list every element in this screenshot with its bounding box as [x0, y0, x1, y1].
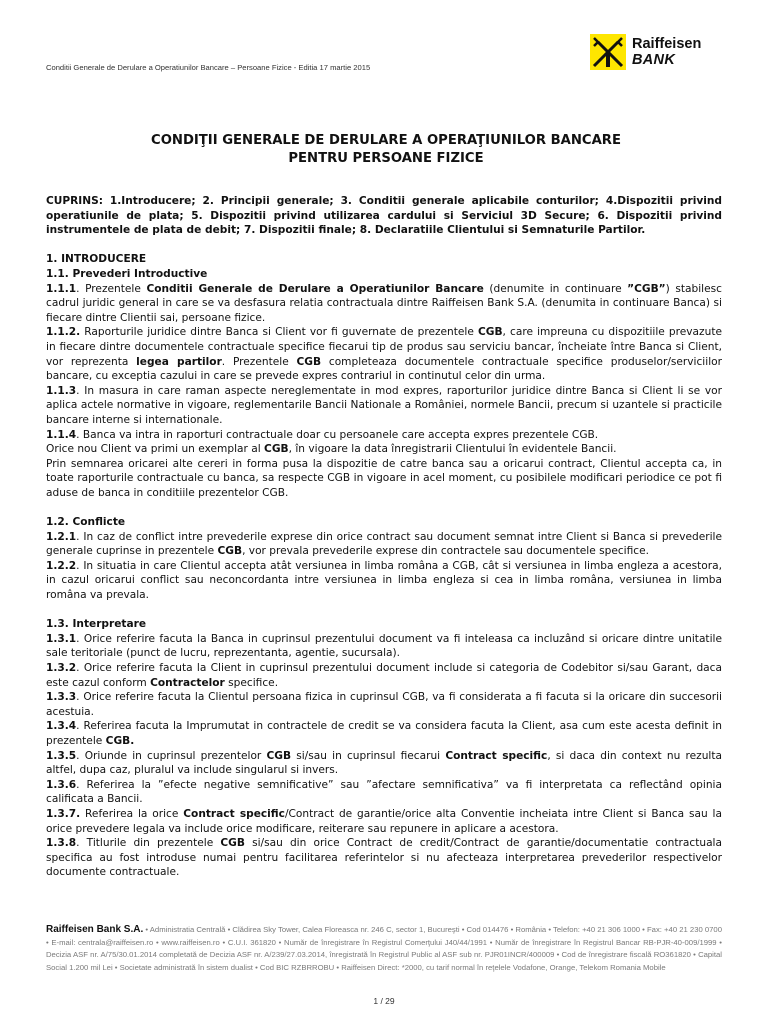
logo-text-raiffeisen: Raiffeisen	[632, 36, 702, 52]
section-1-2-heading: 1.2. Conflicte	[46, 516, 126, 529]
footer-company-details: • Administratia Centrală • Clădirea Sky Tower, Calea Floreasca nr. 246 C, sector 1, Bucureşti • Cod 014476 • România • Telefon: +40 21 306 1000 • Fax: +40 21 230 0700 • E-mail: centrala@raiffeisen.ro • www.raiffeisen.ro • C.U.I. 361820 • Număr de înregistrare în Registrul Comerţului J40/44/1991 • Număr de înregistrare în Registrul Bancar RB-PJR-40-009/1999 • Decizia ASF nr. A/75/30.01.2014 completată de Decizia ASF nr. A/239/27.03.2014, înregistrată în Registrul Public al ASF sub nr. PJR01INCR/400009 • Cod de înregistrare fiscală RO361820 • Capital Social 1.200 mil Lei • Societate administrată în sistem dualist • Cod BIC RZBRROBU • Raiffeisen Direct: *2000, cu tarif normal în reţelele Vodafone, Orange, Telekom Romania Mobile	[46, 925, 722, 972]
document-title	[46, 132, 726, 168]
title-line-1: CONDIŢII GENERALE DE DERULARE A OPERAŢIUNILOR BANCARE	[151, 133, 621, 148]
clause-1-2-1: 1.2.1. In caz de conflict intre prevederile exprese din orice contract sau document semnat intre Client si Banca si prevederile generale cuprinse in prezentele CGB, vor prevala prevederile exprese din contractele sau documentele specifice.	[46, 530, 722, 558]
clause-1-2-2: 1.2.2. In situatia in care Clientul accepta atât versiunea in limba româna a CGB, cât si versiunea in limba engleza a acestora, in cazul oricarui conflict sau neconcordanta intre versiunea in limba engleza si cea in limba româna, versiunea in limba româna va prevala.	[46, 559, 722, 602]
section-1-heading: 1. INTRODUCERE	[46, 253, 147, 266]
clause-1-1-1: 1.1.1. Prezentele Conditii Generale de Derulare a Operatiunilor Bancare (denumite in continuare ”CGB”) stabilesc cadrul juridic general in care se va desfasura relatia contractuala dintre Raiffeisen Bank S.A. (denumita in continuare Banca) si fiecare dintre Clientii sai, persoane fizice.	[46, 282, 722, 324]
section-1-1-heading: 1.1. Prevederi Introductive	[46, 267, 208, 280]
footer-company-name: Raiffeisen Bank S.A.	[46, 924, 144, 935]
page-number: 1 / 29	[373, 996, 395, 1006]
clause-1-1-4: 1.1.4. Banca va intra in raporturi contractuale doar cu persoanele care accepta expres prezentele CGB.	[46, 428, 599, 441]
document-body	[46, 194, 722, 880]
page-footer	[46, 924, 722, 974]
clause-1-3-7: 1.3.7. Referirea la orice Contract specific/Contract de garantie/orice alta Conventie incheiata intre Client si Banca sau la orice prevedere legala va include orice modificare, reiterare sau repunere in aplicare a acestora.	[46, 807, 722, 835]
raiffeisen-logo-icon	[590, 34, 626, 70]
clause-1-3-3: 1.3.3. Orice referire facuta la Clientul persoana fizica in cuprinsul CGB, va fi considerata a fi facuta si la oricare din succesorii acestuia.	[46, 691, 722, 718]
title-line-2: PENTRU PERSOANE FIZICE	[288, 151, 484, 166]
section-1-3-heading: 1.3. Interpretare	[46, 618, 147, 631]
logo-text-bank: BANK	[632, 52, 676, 68]
running-title: Conditii Generale de Derulare a Operatiunilor Bancare – Persoane Fizice - Editia 17 martie 2015	[46, 63, 371, 72]
clause-1-1-3: 1.1.3. In masura in care raman aspecte nereglementate in mod expres, raporturilor juridice dintre Banca si Client li se vor aplica actele normative in vigoare, reglementarile Bancii Nationale a României, normele Bancii, precum si uzantele si practicile bancare interne si internationale.	[46, 384, 722, 426]
page-header	[46, 0, 726, 90]
clause-1-3-2: 1.3.2. Orice referire facuta la Client in cuprinsul prezentului document include si categoria de Codebitor si/sau Garant, daca este cazul conform Contractelor specifice.	[46, 662, 722, 689]
clause-1-3-6: 1.3.6. Referirea la ”efecte negative semnificative” sau ”afectare semnificativa” va fi interpretata ca reflectând opinia calificata a Bancii.	[46, 778, 722, 806]
clause-1-1-4-c: Prin semnarea oricarei alte cereri in forma pusa la dispozitie de catre banca sau a oricarui contract, Clientul accepta ca, in toate raporturile contractuale cu banca, sa respecte CGB in vigoare in acel moment, cu posibilele modificari periodice ce pot fi aduse de banca in conditiile prezentelor CGB.	[46, 457, 722, 499]
clause-1-1-2: 1.1.2. Raporturile juridice dintre Banca si Client vor fi guvernate de prezentele CGB, care impreuna cu dispozitiile prevazute in fiecare dintre documentele contractuale specifice fiecarui tip de produs sau serviciu bancar, încheiate între Banca si Client, vor reprezenta legea partilor. Prezentele CGB completeaza documentele contractuale specifice produselor/serviciilor bancare, cu exceptia cazului in care se prevede expres contrariul in continutul celor din urma.	[46, 326, 722, 383]
clause-1-3-4: 1.3.4. Referirea facuta la Imprumutat in contractele de credit se va considera facuta la Client, asa cum este acesta definit in prezentele CGB.	[46, 720, 722, 747]
clause-1-3-1: 1.3.1. Orice referire facuta la Banca in cuprinsul prezentului document va fi inteleasa ca incluzând si oricare dintre unitatile sale teritoriale (punct de lucru, reprezentanta, agentie, sucursala).	[46, 632, 722, 660]
raiffeisen-logo	[590, 34, 740, 76]
table-of-contents: CUPRINS: 1.Introducere; 2. Principii generale; 3. Conditii generale aplicabile conturilor; 4.Dispozitii privind operatiunile de plata; 5. Dispozitii privind utilizarea cardului si Serviciul 3D Secure; 6. Dispozitii privind instrumentele de plata de debit; 7. Dispozitii finale; 8. Declaratiile Clientului si Semnaturile Partilor.	[46, 195, 722, 237]
clause-1-3-5: 1.3.5. Oriunde in cuprinsul prezentelor CGB si/sau in cuprinsul fiecarui Contract specific, si daca din context nu rezulta altfel, dupa caz, pluralul va include singularul si invers.	[46, 749, 722, 777]
clause-1-1-4-b: Orice nou Client va primi un exemplar al CGB, în vigoare la data înregistrarii Clientului în evidentele Bancii.	[46, 443, 617, 456]
clause-1-3-8: 1.3.8. Titlurile din prezentele CGB si/sau din orice Contract de credit/Contract de garantie/documentatie contractuala specifica au fost introduse numai pentru facilitarea referintelor si nu afecteaza interpretarea prevederilor respectivelor documente contractuale.	[46, 837, 722, 879]
